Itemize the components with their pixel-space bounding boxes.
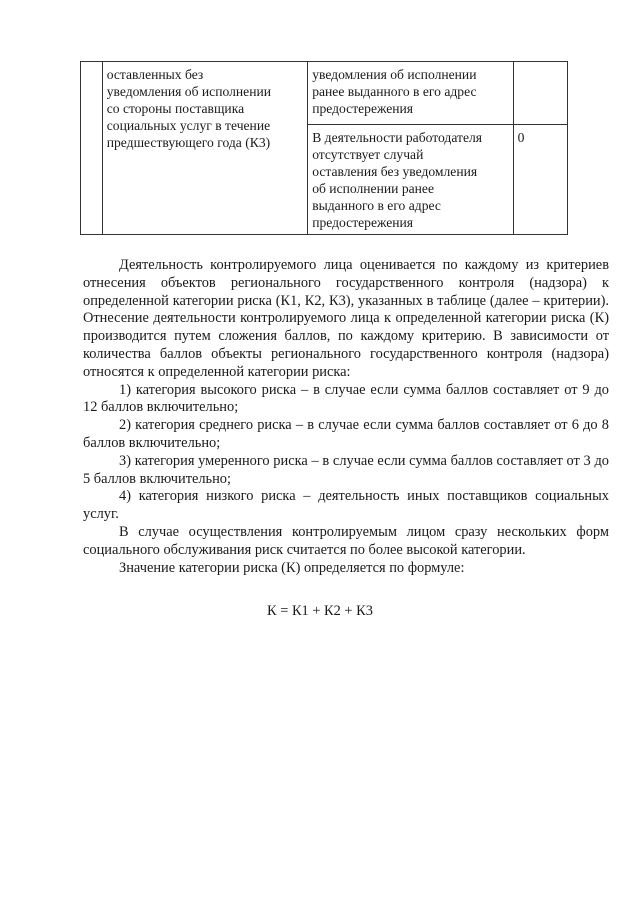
paragraph-high-risk: 1) категория высокого риска – в случае если сумма баллов составляет от 9 до 12 баллов включительно; xyxy=(83,381,609,416)
table-cell-score: 0 xyxy=(513,125,567,235)
document-body xyxy=(83,257,609,577)
table-row xyxy=(81,62,568,125)
criteria-table xyxy=(80,61,568,235)
paragraph-medium-risk: 2) категория среднего риска – в случае если сумма баллов составляет от 6 до 8 баллов включительно; xyxy=(83,417,609,451)
table-cell-condition: уведомления об исполнении ранее выданного в его адрес предостережения xyxy=(308,62,513,125)
table-cell-criterion: оставленных без уведомления об исполнении со стороны поставщика социальных услуг в течение предшествующего года (К3) xyxy=(102,62,307,235)
table-cell-score xyxy=(513,62,567,125)
risk-formula: К = К1 + К2 + К3 xyxy=(267,603,373,619)
table-cell-condition: В деятельности работодателя отсутствует случай оставления без уведомления об исполнении ранее выданного в его адрес предостережения xyxy=(308,125,513,235)
table-cell-number xyxy=(81,62,103,235)
paragraph-formula-intro: Значение категории риска (К) определяется по формуле: xyxy=(119,559,465,576)
paragraph-moderate-risk: 3) категория умеренного риска – в случае если сумма баллов составляет от 3 до 5 баллов включительно; xyxy=(83,452,609,487)
paragraph-multiple-forms: В случае осуществления контролируемым лицом сразу нескольких форм социального обслуживания риск считается по более высокой категории. xyxy=(83,523,609,558)
paragraph-low-risk: 4) категория низкого риска – деятельность иных поставщиков социальных услуг. xyxy=(83,488,609,523)
paragraph-risk-evaluation: Деятельность контролируемого лица оценивается по каждому из критериев отнесения объектов регионального государственного контроля (надзора) к определенной категории риска (К1, К2, К3), указанных в таблице (далее – критерии). Отнесение деятельности контролируемого лица к определенной категории риска (К) производится путем сложения баллов, по каждому критерию. В зависимости от количества баллов объекты регионального государственного контроля (надзора) относятся к определенной категории риска: xyxy=(83,257,609,380)
